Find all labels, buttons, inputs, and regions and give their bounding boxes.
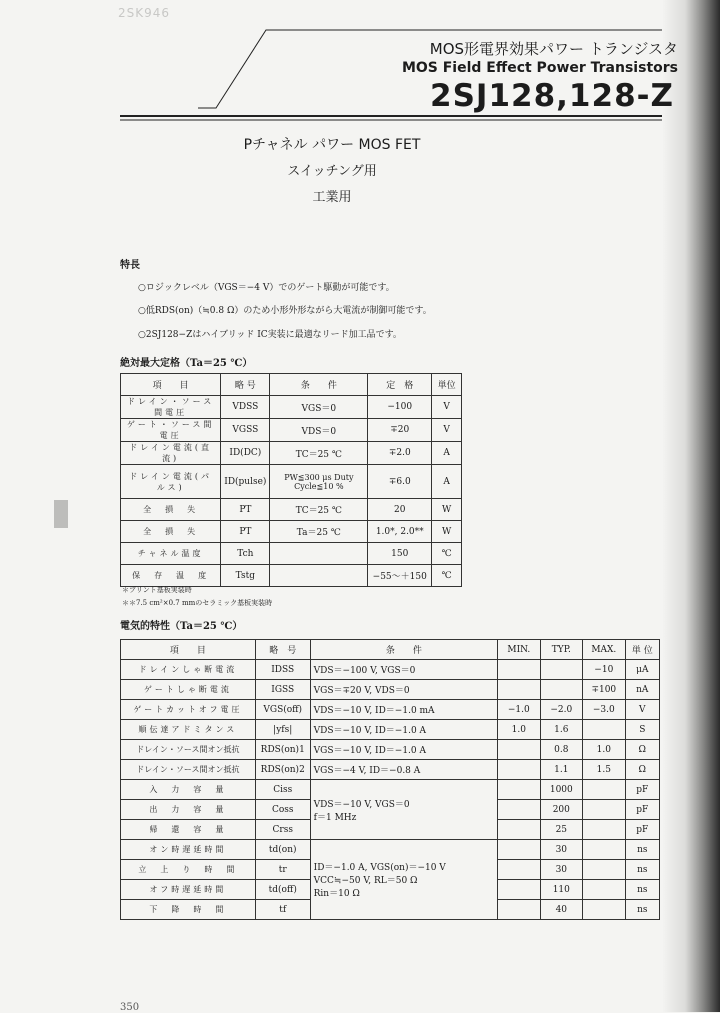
col-header: 定 格 [368, 374, 432, 396]
table-row [121, 760, 660, 780]
cell [498, 780, 540, 800]
elec-table [120, 639, 660, 920]
table-row [121, 543, 462, 565]
cell: TC＝25 ℃ [270, 499, 368, 521]
cell: −100 [368, 396, 432, 419]
cell: ∓2.0 [368, 442, 432, 465]
cond-line: VDS＝−10 V, VGS＝0 [313, 799, 410, 810]
cell: VDS＝−100 V, VGS＝0 [310, 660, 497, 680]
cell: Crss [255, 820, 310, 840]
cell: 入 力 容 量 [121, 780, 256, 800]
cell: 0.8 [540, 740, 582, 760]
footnote: ＊プリント基板実装時 [122, 586, 192, 594]
cell: VDS＝−10 V, ID＝−1.0 mA [310, 700, 497, 720]
cell [270, 543, 368, 565]
features-heading: 特長 [120, 260, 140, 271]
table-header-row [121, 640, 660, 660]
col-header: MAX. [583, 640, 626, 660]
cell: 1.1 [540, 760, 582, 780]
cell: S [625, 720, 659, 740]
cell: W [432, 521, 462, 543]
cond-line: ID＝−1.0 A, VGS(on)＝−10 V [313, 863, 446, 873]
cell: 立 上 り 時 間 [121, 860, 256, 880]
cell: PT [221, 521, 270, 543]
cell: Tch [221, 543, 270, 565]
cell: ∓6.0 [368, 465, 432, 499]
cell: W [432, 499, 462, 521]
cell: IGSS [255, 680, 310, 700]
cell: 30 [540, 860, 582, 880]
cell: VGS＝∓20 V, VDS＝0 [310, 680, 497, 700]
cell: RDS(on)1 [255, 740, 310, 760]
cell: 1.6 [540, 720, 582, 740]
cell [498, 740, 540, 760]
col-header: 条 件 [310, 640, 497, 660]
col-header: 項 目 [121, 374, 221, 396]
page-number: 350 [120, 1002, 140, 1013]
feature-item: ○低RDS(on)（≒0.8 Ω）のため小形外形ながら大電流が制御可能です。 [138, 306, 432, 316]
cell: ゲートしゃ断電流 [121, 680, 256, 700]
cell: ID(pulse) [221, 465, 270, 499]
ghost-part-code: 2SK946 [118, 6, 171, 20]
cell: VGSS [221, 419, 270, 442]
cell: チャネル温度 [121, 543, 221, 565]
col-header: 条 件 [270, 374, 368, 396]
cell [498, 840, 540, 860]
cell: td(on) [255, 840, 310, 860]
cell [583, 860, 626, 880]
cell: ドレイン電流(直流) [121, 442, 221, 465]
cell: ドレイン・ソース間電圧 [121, 396, 221, 419]
cell: V [432, 396, 462, 419]
subtitle-industrial: 工業用 [312, 190, 352, 205]
cell [498, 900, 540, 920]
subtitle-channel: Pチャネル パワー MOS FET [243, 137, 421, 153]
cell: 30 [540, 840, 582, 860]
cell: |yfs| [255, 720, 310, 740]
cell: ドレイン・ソース間オン抵抗 [121, 760, 256, 780]
col-header: MIN. [498, 640, 540, 660]
table-row [121, 521, 462, 543]
cond-line: f＝1 MHz [313, 812, 357, 823]
cell: 全 損 失 [121, 521, 221, 543]
cell: 150 [368, 543, 432, 565]
cell: RDS(on)2 [255, 760, 310, 780]
cell [498, 820, 540, 840]
table-row [121, 565, 462, 587]
feature-item: ○2SJ128−Zはハイブリッド IC実装に最適なリード加工品です。 [138, 330, 402, 340]
cell: ns [625, 840, 659, 860]
cell: A [432, 442, 462, 465]
cell [583, 780, 626, 800]
cell: Ciss [255, 780, 310, 800]
cell: ∓20 [368, 419, 432, 442]
cell: 帰 還 容 量 [121, 820, 256, 840]
table-row [121, 700, 660, 720]
part-number: 2SJ128,128-Z [430, 78, 674, 114]
cell: オン時遅延時間 [121, 840, 256, 860]
cell: tr [255, 860, 310, 880]
cell [583, 880, 626, 900]
elec-heading: 電気的特性（Ta＝25 ℃） [120, 621, 243, 632]
cell [540, 680, 582, 700]
cell: ℃ [432, 543, 462, 565]
cell [498, 800, 540, 820]
cell: −3.0 [583, 700, 626, 720]
cell: ドレイン電流(パルス) [121, 465, 221, 499]
cell: −1.0 [498, 700, 540, 720]
cell [498, 860, 540, 880]
cell [583, 820, 626, 840]
cell [498, 660, 540, 680]
cell: pF [625, 800, 659, 820]
cell [583, 720, 626, 740]
cell: ns [625, 900, 659, 920]
cell: VGS(off) [255, 700, 310, 720]
cond-line: VCC≒−50 V, RL＝50 Ω [313, 876, 418, 886]
col-header: TYP. [540, 640, 582, 660]
table-row [121, 499, 462, 521]
section-tab [54, 500, 68, 528]
cell: V [625, 700, 659, 720]
table-row [121, 396, 462, 419]
cell: tf [255, 900, 310, 920]
cell: 40 [540, 900, 582, 920]
cell: ∓100 [583, 680, 626, 700]
cell: VGS＝0 [270, 396, 368, 419]
cell [540, 660, 582, 680]
col-header: 単 位 [625, 640, 659, 660]
cell: Tstg [221, 565, 270, 587]
cell: 200 [540, 800, 582, 820]
cell: 1.0*, 2.0** [368, 521, 432, 543]
footnote: ＊＊7.5 cm²×0.7 mmのセラミック基板実装時 [122, 599, 273, 607]
cell: pF [625, 820, 659, 840]
cell: Ta＝25 ℃ [270, 521, 368, 543]
cell [583, 800, 626, 820]
table-row [121, 780, 660, 800]
subtitle-switching: スイッチング用 [287, 164, 377, 179]
cell: −10 [583, 660, 626, 680]
cell: ns [625, 860, 659, 880]
cond-line: Rin＝10 Ω [313, 889, 360, 899]
table-row [121, 720, 660, 740]
col-header: 項 目 [121, 640, 256, 660]
col-header: 略 号 [221, 374, 270, 396]
cell: 順伝達アドミタンス [121, 720, 256, 740]
cell: −55〜＋150 [368, 565, 432, 587]
cell: 25 [540, 820, 582, 840]
cell: 1.0 [498, 720, 540, 740]
cell: ns [625, 880, 659, 900]
cell: オフ時遅延時間 [121, 880, 256, 900]
cell [583, 900, 626, 920]
cell: TC＝25 ℃ [270, 442, 368, 465]
cell [498, 680, 540, 700]
cell: 保 存 温 度 [121, 565, 221, 587]
cell: V [432, 419, 462, 442]
cell [498, 760, 540, 780]
cell: 1.5 [583, 760, 626, 780]
table-row [121, 660, 660, 680]
cell: μA [625, 660, 659, 680]
cell: VDS＝0 [270, 419, 368, 442]
cell: Ω [625, 740, 659, 760]
table-row [121, 465, 462, 499]
cell: ドレイン・ソース間オン抵抗 [121, 740, 256, 760]
cell: IDSS [255, 660, 310, 680]
abs-max-table [120, 373, 462, 587]
cell: Ω [625, 760, 659, 780]
cell: 110 [540, 880, 582, 900]
cell: 1000 [540, 780, 582, 800]
cell: 20 [368, 499, 432, 521]
cell: VGS＝−4 V, ID＝−0.8 A [310, 760, 497, 780]
cell: ℃ [432, 565, 462, 587]
en-title: MOS Field Effect Power Transistors [401, 60, 678, 76]
jp-title: MOS形電界効果パワー トランジスタ [429, 40, 678, 58]
cell: ID(DC) [221, 442, 270, 465]
table-header-row [121, 374, 462, 396]
switching-conditions [310, 840, 497, 920]
cell: ゲートカットオフ電圧 [121, 700, 256, 720]
cell [498, 880, 540, 900]
cell: 全 損 失 [121, 499, 221, 521]
cell: −2.0 [540, 700, 582, 720]
cell: VGS＝−10 V, ID＝−1.0 A [310, 740, 497, 760]
cell: PW≦300 μs Duty Cycle≦10 % [270, 465, 368, 499]
cell: td(off) [255, 880, 310, 900]
cell: Coss [255, 800, 310, 820]
cell: VDSS [221, 396, 270, 419]
cell: ドレインしゃ断電流 [121, 660, 256, 680]
table-row [121, 840, 660, 860]
abs-max-heading: 絶対最大定格（Ta＝25 ℃） [120, 358, 253, 369]
table-row [121, 442, 462, 465]
cell: 下 降 時 間 [121, 900, 256, 920]
table-row [121, 419, 462, 442]
cell: 出 力 容 量 [121, 800, 256, 820]
cell: pF [625, 780, 659, 800]
cell: ゲート・ソース間電圧 [121, 419, 221, 442]
col-header: 単位 [432, 374, 462, 396]
cell: 1.0 [583, 740, 626, 760]
col-header: 略 号 [255, 640, 310, 660]
capacitance-conditions [310, 780, 497, 840]
cell: PT [221, 499, 270, 521]
table-row [121, 680, 660, 700]
feature-item: ○ロジックレベル（VGS＝−4 V）でのゲート駆動が可能です。 [138, 283, 395, 293]
cell: A [432, 465, 462, 499]
cell: nA [625, 680, 659, 700]
table-row [121, 740, 660, 760]
cell: VDS＝−10 V, ID＝−1.0 A [310, 720, 497, 740]
cell [270, 565, 368, 587]
cell [583, 840, 626, 860]
